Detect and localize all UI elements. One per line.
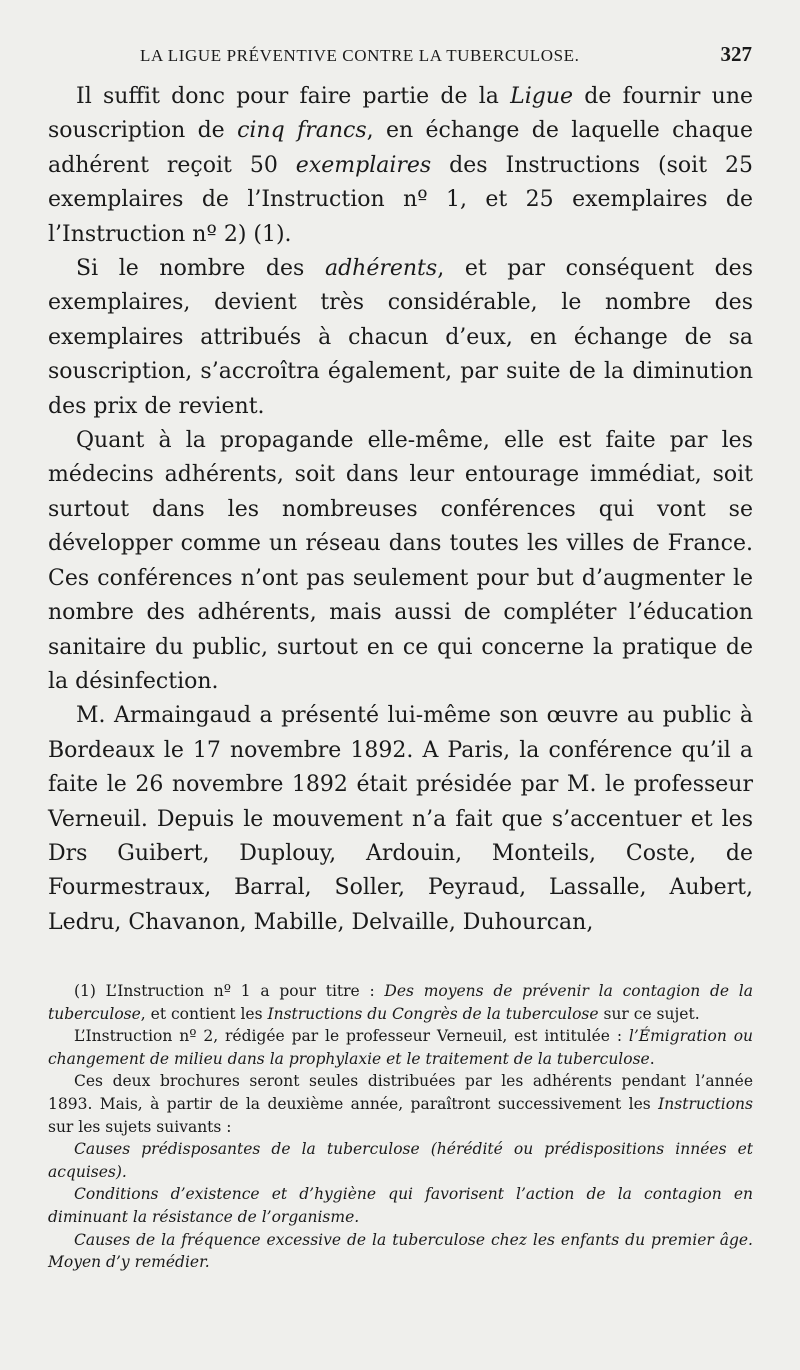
italic-text: Instructions bbox=[658, 1094, 753, 1113]
text-run: sur les sujets suivants : bbox=[48, 1117, 232, 1136]
italic-text: adhérents bbox=[324, 256, 438, 282]
text-run: , en échange de laquelle chaque adhérent reçoit 50 bbox=[48, 118, 753, 178]
italic-text: Ligue bbox=[510, 84, 574, 109]
italic-text: Des moyens de prévenir la contagion de la tuberculose bbox=[48, 982, 753, 1023]
paragraph bbox=[48, 699, 753, 940]
page-header bbox=[140, 42, 752, 72]
text-run: . bbox=[649, 1049, 655, 1068]
text-run: , et par conséquent des exemplaires, devient très considérable, le nombre des exemplaires attribués à chacun d’eux, en échange de sa souscription, s’accroîtra également, par suite de la diminution des prix de revient. bbox=[48, 256, 753, 419]
text-run: Causes prédisposantes de la tuberculose (hérédité ou prédispositions innées et acquises). bbox=[48, 1140, 753, 1181]
text-run: L’Instruction nº 2, rédigée par le professeur Verneuil, est intitulée : bbox=[74, 1027, 629, 1046]
italic-text: l’Émigration ou changement de milieu dans la prophylaxie et le traitement de la tuberculose bbox=[48, 1027, 754, 1068]
running-head: LA LIGUE PRÉVENTIVE CONTRE LA TUBERCULOSE. bbox=[140, 46, 580, 65]
text-run: des Instructions (soit 25 exemplaires de l’Instruction nº 1, et 25 exemplaires de l’Instruction nº 2) (1). bbox=[48, 152, 754, 247]
text-run: Si le nombre des bbox=[76, 256, 325, 282]
text-run: Ces deux brochures seront seules distribuées par les adhérents pendant l’année 1893. Mais, à partir de la deuxième année, paraîtront successivement les bbox=[48, 1072, 753, 1113]
text-run: Il suffit donc pour faire partie de la bbox=[76, 84, 511, 109]
footnote-topic bbox=[48, 1138, 753, 1183]
text-run: de fournir une souscription de bbox=[48, 84, 754, 144]
footnote-topic bbox=[48, 1229, 753, 1274]
footnote bbox=[48, 1025, 753, 1070]
paragraph bbox=[48, 80, 753, 252]
body-text bbox=[48, 80, 753, 940]
footnote bbox=[48, 980, 753, 1025]
italic-text: cinq francs bbox=[237, 118, 367, 144]
page-number: 327 bbox=[720, 42, 752, 66]
text-run: Quant à la propagande elle-même, elle est faite par les médecins adhérents, soit dans leur entourage immédiat, soit surtout dans les nombreuses conférences qui vont se développer comme un réseau dans toutes les villes de France. Ces conférences n’ont pas seulement pour but d’augmenter le nombre des adhérents, mais aussi de compléter l’éducation sanitaire du public, surtout en ce qui concerne la pratique de la désinfection. bbox=[48, 428, 753, 694]
italic-text: exemplaires bbox=[295, 152, 432, 178]
text-run: Conditions d’existence et d’hygiène qui favorisent l’action de la contagion en diminuant la résistance de l’organisme. bbox=[48, 1185, 753, 1226]
italic-text: Instructions du Congrès de la tuberculose bbox=[267, 1004, 599, 1023]
footnotes bbox=[48, 980, 753, 1274]
footnote bbox=[48, 1070, 753, 1138]
text-run: sur ce sujet. bbox=[598, 1004, 700, 1023]
footnote-topic bbox=[48, 1183, 753, 1228]
paragraph bbox=[48, 424, 753, 699]
text-run: Causes de la fréquence excessive de la tuberculose chez les enfants du premier âge. Moyen d’y remédier. bbox=[48, 1230, 753, 1272]
text-run: M. Armaingaud a présenté lui-même son œuvre au public à Bordeaux le 17 novembre 1892. A Paris, la conférence qu’il a faite le 26 novembre 1892 était présidée par M. le professeur Verneuil. Depuis le mouvement n’a fait que s’accentuer et les Drs Guibert, Duplouy, Ardouin, Monteils, Coste, de Fourmestraux, Barral, Soller, Peyraud, Lassalle, Aubert, Ledru, Chavanon, Mabille, Delvaille, Duhourcan, bbox=[48, 703, 753, 935]
text-run: , et contient les bbox=[140, 1004, 268, 1023]
text-run: (1) L’Instruction nº 1 a pour titre : bbox=[74, 982, 385, 1000]
paragraph bbox=[48, 252, 753, 424]
